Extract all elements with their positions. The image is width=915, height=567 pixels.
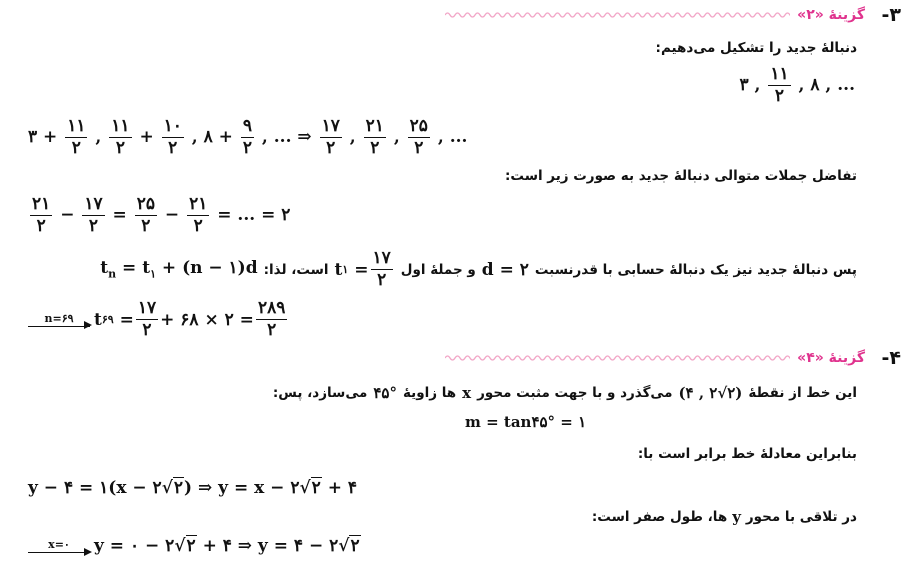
option-label-3: گزینۀ «۲» (797, 7, 865, 23)
equation-part: + ۴ ⇒ y = ۴ − ۲ (202, 536, 339, 556)
expr-tail: = ... = ۲ (217, 205, 291, 225)
equation-part: y − ۴ = ۱(x − ۲ (28, 478, 162, 498)
intro-text-c: ها زاویۀ (402, 385, 457, 401)
implies-arrow: x=۰ (28, 539, 90, 553)
square-root: √۲ (299, 478, 321, 498)
intro-text-d: می‌سازد، پس: (272, 385, 368, 401)
expr-part: ۳ + (28, 127, 58, 147)
fraction: $\frac{۲۸۹}{۲}$ (257, 298, 286, 340)
option-label-4: گزینۀ «۴» (797, 350, 865, 366)
q4-line-equation-text: بنابراین معادلۀ خط برابر است با: (637, 446, 857, 462)
common-difference: d = ۲ (481, 259, 529, 280)
q4-intersection-line (592, 508, 857, 526)
square-root: √۲ (338, 536, 360, 556)
plus-sign: + (139, 127, 154, 147)
question-number-3: ۳- (881, 4, 901, 26)
seq-term-1: ۳ , (739, 75, 761, 95)
fraction: $\frac{۱۷}{۲}$ (372, 248, 391, 290)
fraction: $\frac{۱۰}{۲}$ (163, 116, 182, 158)
expr-part: , ۸ + (191, 127, 233, 147)
first-term: t ۱ = $\frac{۱۷}{۲}$ (334, 248, 391, 290)
q3-difference-text: تفاضل جملات متوالی دنبالۀ جدید به صورت زیر است: (505, 168, 857, 184)
comma: , (349, 127, 356, 147)
implies-arrow: n=۶۹ (28, 313, 90, 327)
fraction: $\frac{۱۷}{۲}$ (137, 298, 157, 340)
seq-fraction: $\frac{۱۱}{۲}$ (770, 64, 789, 106)
term-symbol: t (94, 309, 102, 330)
equals-sign: = (119, 309, 134, 330)
q4-final-computation (28, 536, 361, 556)
comma: , (393, 127, 400, 147)
decorative-wave-divider (445, 354, 790, 362)
fraction: $\frac{۲۱}{۲}$ (189, 194, 208, 236)
q3-sequence-new (28, 118, 467, 157)
intersection-text-b: ها، طول صفر است: (591, 509, 728, 525)
equation-part: + ۴ (327, 478, 358, 498)
decorative-wave-divider (445, 11, 790, 19)
intro-text-b: می‌گذرد و با جهت مثبت محور (477, 385, 673, 401)
conclusion-end-text: است، لذا: (263, 261, 329, 278)
q4-intro-line (273, 384, 857, 402)
q3-final-computation: n=۶۹ t ۶۹ = $\frac{۱۷}{۲}$ + ۶۸ × ۲ = $\frac{۲۸۹}{۲}$ (28, 300, 289, 339)
equation-part: ) ⇒ y = x − ۲ (184, 478, 300, 498)
equation-part: y = ۰ − ۲ (94, 536, 175, 556)
q3-conclusion-line (100, 250, 857, 289)
fraction: $\frac{۱۷}{۲}$ (321, 116, 340, 158)
square-root: √۲ (161, 478, 184, 498)
slope-equation: m = tan۴۵° = ۱ (465, 413, 587, 431)
intro-text-a: این خط از نقطۀ (748, 385, 857, 401)
minus-sign: − (60, 205, 75, 225)
q4-line-equation (28, 478, 357, 498)
fraction: $\frac{۲۱}{۲}$ (365, 116, 384, 158)
expr-mid: + ۶۸ × ۲ = (160, 309, 254, 330)
point-coordinates: (۴ , ۲√۲) (678, 384, 743, 402)
q3-sequence-original (739, 66, 855, 105)
implies: , ... ⇒ (261, 127, 312, 147)
intersection-text-a: در تلاقی با محور (745, 509, 857, 525)
seq-rest: , ۸ , ... (798, 75, 855, 95)
equals-sign: = (112, 205, 127, 225)
nth-term-formula: $t_n = t_۱ + (n$ − ۱)d (100, 258, 258, 281)
angle-value: ۴۵° (373, 384, 397, 402)
q3-intro-text: دنبالۀ جدید را تشکیل می‌دهیم: (655, 40, 857, 56)
fraction: $\frac{۲۱}{۲}$ (32, 194, 51, 236)
conclusion-text: پس دنبالۀ جدید نیز یک دنبالۀ حسابی با قدرنسبت (534, 261, 857, 278)
question-number-4: ۴- (881, 347, 901, 369)
fraction: $\frac{۲۵}{۲}$ (409, 116, 428, 158)
axis-x-symbol: x (462, 384, 472, 402)
fraction: $\frac{۲۵}{۲}$ (136, 194, 155, 236)
fraction: $\frac{۱۷}{۲}$ (84, 194, 103, 236)
comma: , (95, 127, 102, 147)
minus-sign: − (164, 205, 180, 225)
square-root: √۲ (174, 536, 196, 556)
axis-y-symbol: y (732, 508, 741, 526)
expr-tail: , ... (437, 127, 468, 147)
fraction: $\frac{۱۱}{۲}$ (67, 116, 86, 158)
fraction: $\frac{۹}{۲}$ (242, 116, 252, 158)
fraction: $\frac{۱۱}{۲}$ (111, 116, 130, 158)
conclusion-mid-text: و جملۀ اول (400, 261, 476, 278)
q3-difference-equation (28, 196, 290, 235)
